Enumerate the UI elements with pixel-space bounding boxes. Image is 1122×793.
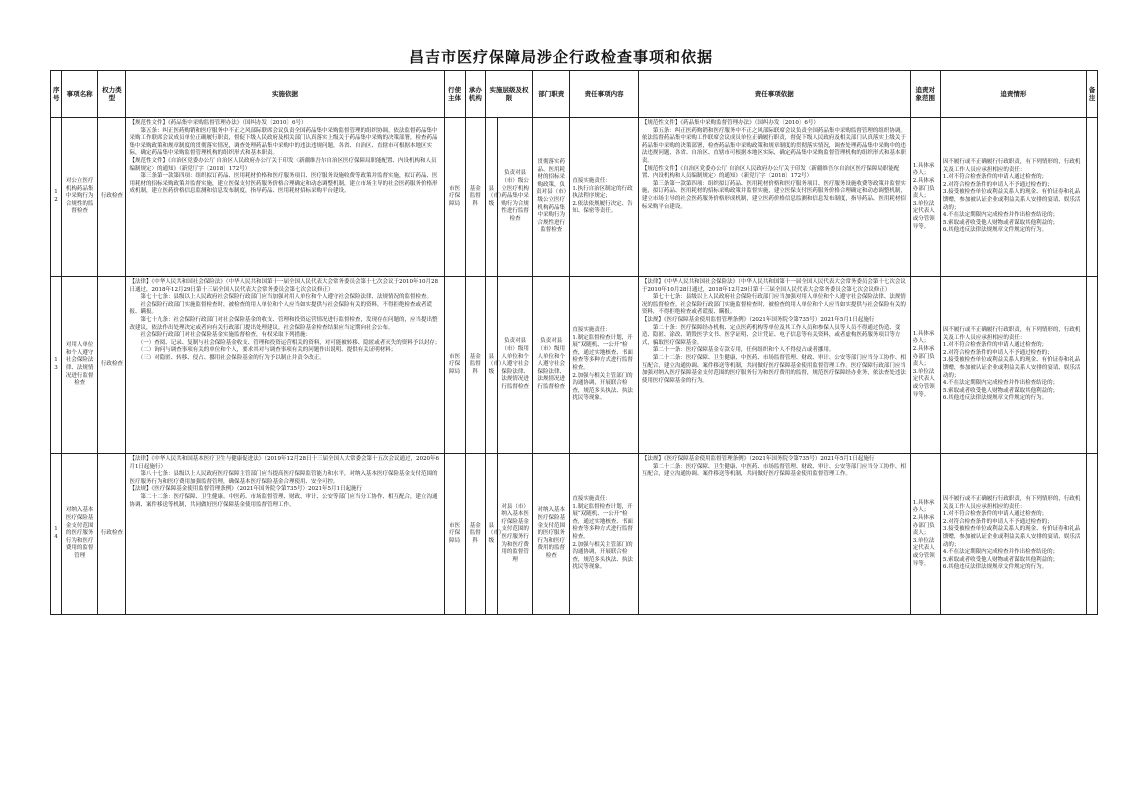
row-dept: 基金监督科 — [465, 454, 485, 615]
header-scope: 追责对象范围 — [910, 71, 940, 118]
row-remark — [1086, 454, 1097, 615]
row-seq: 14 — [51, 454, 62, 615]
row-basis: 【法律】《中华人民共和国基本医疗卫生与健康促进法》（2019年12月28日十三届全国人大常委会第十五次会议通过，2020年6月1日起施行） 第八十七条：县级以上人民政府医疗保障主管部门应当提高医疗保障监管能力和水平，对纳入基本医疗保险基金支付范围的医疗服务行为和医疗费用加强监督管理，确保基本医疗保险基金合理使用、安全可控。 【法规】《医疗保障基金使用监督管理条例》（2021年国务院令第735号）2021年5月1日起施行 第二十二条：医疗保障、卫生健康、中医药、市场监督管理、财政、审计、公安等部门应当分工协作、相互配合，建立沟通协调、案件移送等机制，共同做好医疗保障基金使用监督管理工作。 — [126, 454, 444, 615]
table-row — [51, 277, 1098, 454]
header-resp-basis: 责任事项依据 — [638, 71, 910, 118]
table-row — [51, 454, 1098, 615]
header-subject: 行使主体 — [444, 71, 465, 118]
inspection-table — [50, 70, 1098, 615]
row-resp-basis: 【法律】《中华人民共和国社会保险法》（中华人民共和国第十一届全国人民代表大会常务委员会第十七次会议于2010年10月28日通过，2018年12月29日第十三届全国人民代表大会常务委员会第七次会议修正） 第七十七条：县级以上人民政府社会保险行政部门应当加强对用人单位和个人遵守社会保险法律、法规情况的监督检查。社会保险行政部门实施监督检查时，被检查的用人单位和个人应当如实提供与社会保险有关的资料，不得拒绝检查或者谎报、瞒报。 【法规】《医疗保障基金使用监督管理条例》（2021年国务院令第735号）2021年5月1日起施行 第二十条：医疗保障经办机构、定点医药机构等单位及其工作人员和参保人员等人员不得通过伪造、变造、隐匿、涂改、销毁医学文书、医学证明、会计凭证、电子信息等有关资料，或者虚构医药服务项目等方式，骗取医疗保障基金。 第二十一条：医疗保障基金专款专用，任何组织和个人不得侵占或者挪用。 第二十二条：医疗保障、卫生健康、中医药、市场监督管理、财政、审计、公安等部门应当分工协作、相互配合，建立沟通协调、案件移送等机制，共同做好医疗保障基金使用监督管理工作。医疗保障行政部门应当加强对纳入医疗保障基金支付范围的医疗服务行为和医疗费用的监督，规范医疗保障经办业务，依法查处违法使用医疗保障基金的行为。 — [638, 277, 910, 454]
row-scope: 1.具体承办人； 2.具体承办部门负责人； 3.单位法定代表人或分管领导等。 — [910, 277, 940, 454]
row-seq: 13 — [51, 277, 62, 454]
row-item-name: 对纳入基本医疗保险基金支付范围的医疗服务行为和医疗费用的监督管理 — [62, 454, 98, 615]
row-level-a: 县（市）级 — [485, 118, 497, 277]
row-resp-content: 直接实施责任： 1.执行自治区制定的行政执法程序规定； 2.依法依规履行决定、告知、保密等责任。 — [570, 118, 638, 277]
header-seq: 序号 — [51, 71, 62, 118]
row-dept: 基金监督科 — [465, 277, 485, 454]
row-resp-basis: 【法规】《医疗保障基金使用监督管理条例》（2021年国务院令第735号）2021年5月1日起施行 第二十二条：医疗保障、卫生健康、中医药、市场监督管理、财政、审计、公安等部门应当分工协作、相互配合，建立沟通协调、案件移送等机制，共同做好医疗保障基金使用监督管理工作。 — [638, 454, 910, 615]
row-situation: 因不履行或不正确履行行政职责，有下列情形的，行政机关及工作人员应承担相应的责任： 1.对不符合检查条件的申请人通过检查的； 2.对符合检查条件的申请人不予通过检查的； 3.接受被检查单位或利益关系人的现金、有价证券和礼品馈赠，参加被认证企业或利益关系人安排的宴请、娱乐活动的； 4.不在法定期限内完成检查并作出检查结论的； 5.索取或者收受他人财物或者谋取其他利益的； 6.其他违反法律法规规章文件规定的行为。 — [940, 454, 1086, 615]
row-dept: 基金监督科 — [465, 118, 485, 277]
row-resp-content: 直接实施责任： 1.制定监督检查计划，开展“双随机、一公开”检查，通过实地核查、书面检查等多种方式进行监督检查。 2.加强与相关主管部门的沟通协调，开展联合检查，规范多头执法、执法扰民等现象。 — [570, 277, 638, 454]
row-level-b: 对县（市）纳入基本医疗保险基金支付范围的医疗服务行为和医疗费用的监督管理 — [497, 454, 532, 615]
row-item-name: 对用人单位和个人遵守社会保险法律、法规情况进行监督检查 — [62, 277, 98, 454]
row-duty: 对纳入基本医疗保险基金支付范围的医疗服务行为和医疗费用的监督检查 — [533, 454, 570, 615]
row-level-b: 负责对县（市）级公立医疗机构药品集中采购行为合规性进行监督检查 — [497, 118, 532, 277]
header-dept: 承办机构 — [465, 71, 485, 118]
header-remark: 备注 — [1086, 71, 1097, 118]
header-level: 实施层级及权限 — [485, 71, 532, 118]
table-header-row — [51, 71, 1098, 118]
row-situation: 因不履行或不正确履行行政职责，有下列情形的，行政机关及工作人员应承担相应的责任： 1.对不符合检查条件的申请人通过检查的； 2.对符合检查条件的申请人不予通过检查的； 3.接受被检查单位或利益关系人的现金、有价证券和礼品馈赠，参加被认证企业或利益关系人安排的宴请、娱乐活动的； 4.不在法定期限内完成检查并作出检查结论的； 5.索取或者收受他人财物或者谋取其他利益的； 6.其他违反法律法规规章文件规定的行为。 — [940, 118, 1086, 277]
row-level-a: 县（市）级 — [485, 277, 497, 454]
header-situation: 追责情形 — [940, 71, 1086, 118]
row-remark — [1086, 277, 1097, 454]
row-resp-content: 直接实施责任： 1.制定监督检查计划，开展“双随机、一公开”检查，通过实地核查、书面检查等多种方式进行监督检查。 2.加强与相关主管部门的沟通协调，开展联合检查，规范多头执法、执法扰民等现象。 — [570, 454, 638, 615]
row-remark — [1086, 118, 1097, 277]
row-situation: 因不履行或不正确履行行政职责，有下列情形的，行政机关及工作人员应承担相应的责任： 1.对不符合检查条件的申请人通过检查的； 2.对符合检查条件的申请人不予通过检查的； 3.接受被检查单位或利益关系人的现金、有价证券和礼品馈赠，参加被认证企业或利益关系人安排的宴请、娱乐活动的； 4.不在法定期限内完成检查并作出检查结论的； 5.索取或者收受他人财物或者谋取其他利益的； 6.其他违反法律法规规章文件规定的行为。 — [940, 277, 1086, 454]
row-power-type: 行政检查 — [98, 277, 126, 454]
row-basis: 【规范性文件】《药品集中采购监督管理办法》（国纠办发〔2010〕6号） 第五条：纠正医药购销和医疗服务中不正之风部际联席会议负责全国药品集中采购监督管理的组织协调。依法监督药品集中采购工作联席会议成员单位正确履行职责，督促下级人民政府及相关部门认真落实上级关于药品集中采购的决策部署，检查药品集中采购政策和规章制度的贯彻落实情况，调查处理药品集中采购中的违法违规问题，各省、自治区、直辖市可根据本地区实际，确定药品集中采购监督管理机构的组织形式和基本职责。 【规范性文件】《自治区党委办公厅 自治区人民政府办公厅关于印发〈新疆维吾尔自治区医疗保障局职能配置、内设机构和人员编制规定〉的通知》（新党厅字〔2018〕172号） 第三条第一款第四项：组织拟订药品、医用耗材价格和医疗服务项目、医疗服务设施收费等政策并监督实施，拟订药品、医用耗材的招标采购政策并监督实施，建立医保支付医药服务价格合理确定和动态调整机制，建立市场主导的社会医药服务价格形成机制，建立医药价格信息监测和信息发布制度，指导药品、医用耗材招标采购平台建设。 — [126, 118, 444, 277]
row-power-type: 行政检查 — [98, 454, 126, 615]
header-duty: 部门职责 — [533, 71, 570, 118]
row-level-b: 负责对县（市）级用人单位和个人遵守社会保险法律、法规情况进行监督检查 — [497, 277, 532, 454]
row-power-type: 行政检查 — [98, 118, 126, 277]
row-level-a: 县（市）级 — [485, 454, 497, 615]
row-duty: 贯彻落实药品、医用耗材的招标采购政策，负责对县（市）级公立医疗机构药品集中采购行为合规性进行监督检查 — [533, 118, 570, 277]
row-resp-basis: 【规范性文件】《药品集中采购监督管理办法》（国纠办发〔2010〕6号） 第五条：纠正医药购销和医疗服务中不正之风部际联席会议负责全国药品集中采购监督管理的组织协调。依法监督药品集中采购工作联席会议成员单位正确履行职责，督促下级人民政府及相关部门认真落实上级关于药品集中采购的决策部署，检查药品集中采购政策和规章制度的贯彻落实情况，调查处理药品集中采购中的违法违规问题，各省、自治区、直辖市可根据本地区实际，确定药品集中采购监督管理机构的组织形式和基本职责。 【规范性文件】《自治区党委办公厅 自治区人民政府办公厅关于印发〈新疆维吾尔自治区医疗保障局职能配置、内设机构和人员编制规定〉的通知》（新党厅字〔2018〕172号） 第三条第一款第四项：组织拟订药品、医用耗材价格和医疗服务项目、医疗服务设施收费等政策并监督实施，拟订药品、医用耗材的招标采购政策并监督实施，建立医保支付医药服务价格合理确定和动态调整机制，建立市场主导的社会医药服务价格形成机制，建立医药价格信息监测和信息发布制度，指导药品、医用耗材招标采购平台建设。 — [638, 118, 910, 277]
row-subject: 市医疗保障局 — [444, 454, 465, 615]
row-scope: 1.具体承办人； 2.具体承办部门负责人； 3.单位法定代表人或分管领导等。 — [910, 454, 940, 615]
header-power-type: 权力类型 — [98, 71, 126, 118]
row-subject: 市医疗保障局 — [444, 277, 465, 454]
row-item-name: 对公立医疗机构药品集中采购行为合规性的监督检查 — [62, 118, 98, 277]
header-item-name: 事项名称 — [62, 71, 98, 118]
row-basis: 【法律】《中华人民共和国社会保险法》（中华人民共和国第十一届全国人民代表大会常务委员会第十七次会议于2010年10月28日通过，2018年12月29日第十三届全国人民代表大会常务委员会第七次会议修正） 第七十七条：县级以上人民政府社会保险行政部门应当加强对用人单位和个人遵守社会保险法律、法规情况的监督检查。 社会保险行政部门实施监督检查时，被检查的用人单位和个人应当如实提供与社会保险有关的资料，不得拒绝检查或者谎报、瞒报。 第七十九条：社会保险行政部门对社会保险基金的收支、管理和投资运营情况进行监督检查，发现存在问题的，应当提出整改建议，依法作出处理决定或者向有关行政部门提出处理建议。社会保险基金检查结果应当定期向社会公布。 社会保险行政部门对社会保险基金实施监督检查，有权采取下列措施： （一）查阅、记录、复制与社会保险基金收支、管理和投资运营相关的资料，对可能被转移、隐匿或者灭失的资料予以封存； （二）询问与调查事项有关的单位和个人，要求其对与调查事项有关的问题作出说明、提供有关证明材料； （三）对隐匿、转移、侵占、挪用社会保险基金的行为予以制止并责令改正。 — [126, 277, 444, 454]
row-duty: 负责对县（市）级用人单位和个人遵守社会保险法律、法规情况进行监督检查 — [533, 277, 570, 454]
header-resp-content: 责任事项内容 — [570, 71, 638, 118]
row-scope: 1.具体承办人； 2.具体承办部门负责人； 3.单位法定代表人或分管领导等。 — [910, 118, 940, 277]
row-subject: 市医疗保障局 — [444, 118, 465, 277]
page-title: 昌吉市医疗保障局涉企行政检查事项和依据 — [408, 48, 713, 66]
table-row — [51, 118, 1098, 277]
header-basis: 实施依据 — [126, 71, 444, 118]
row-seq: 12 — [51, 118, 62, 277]
